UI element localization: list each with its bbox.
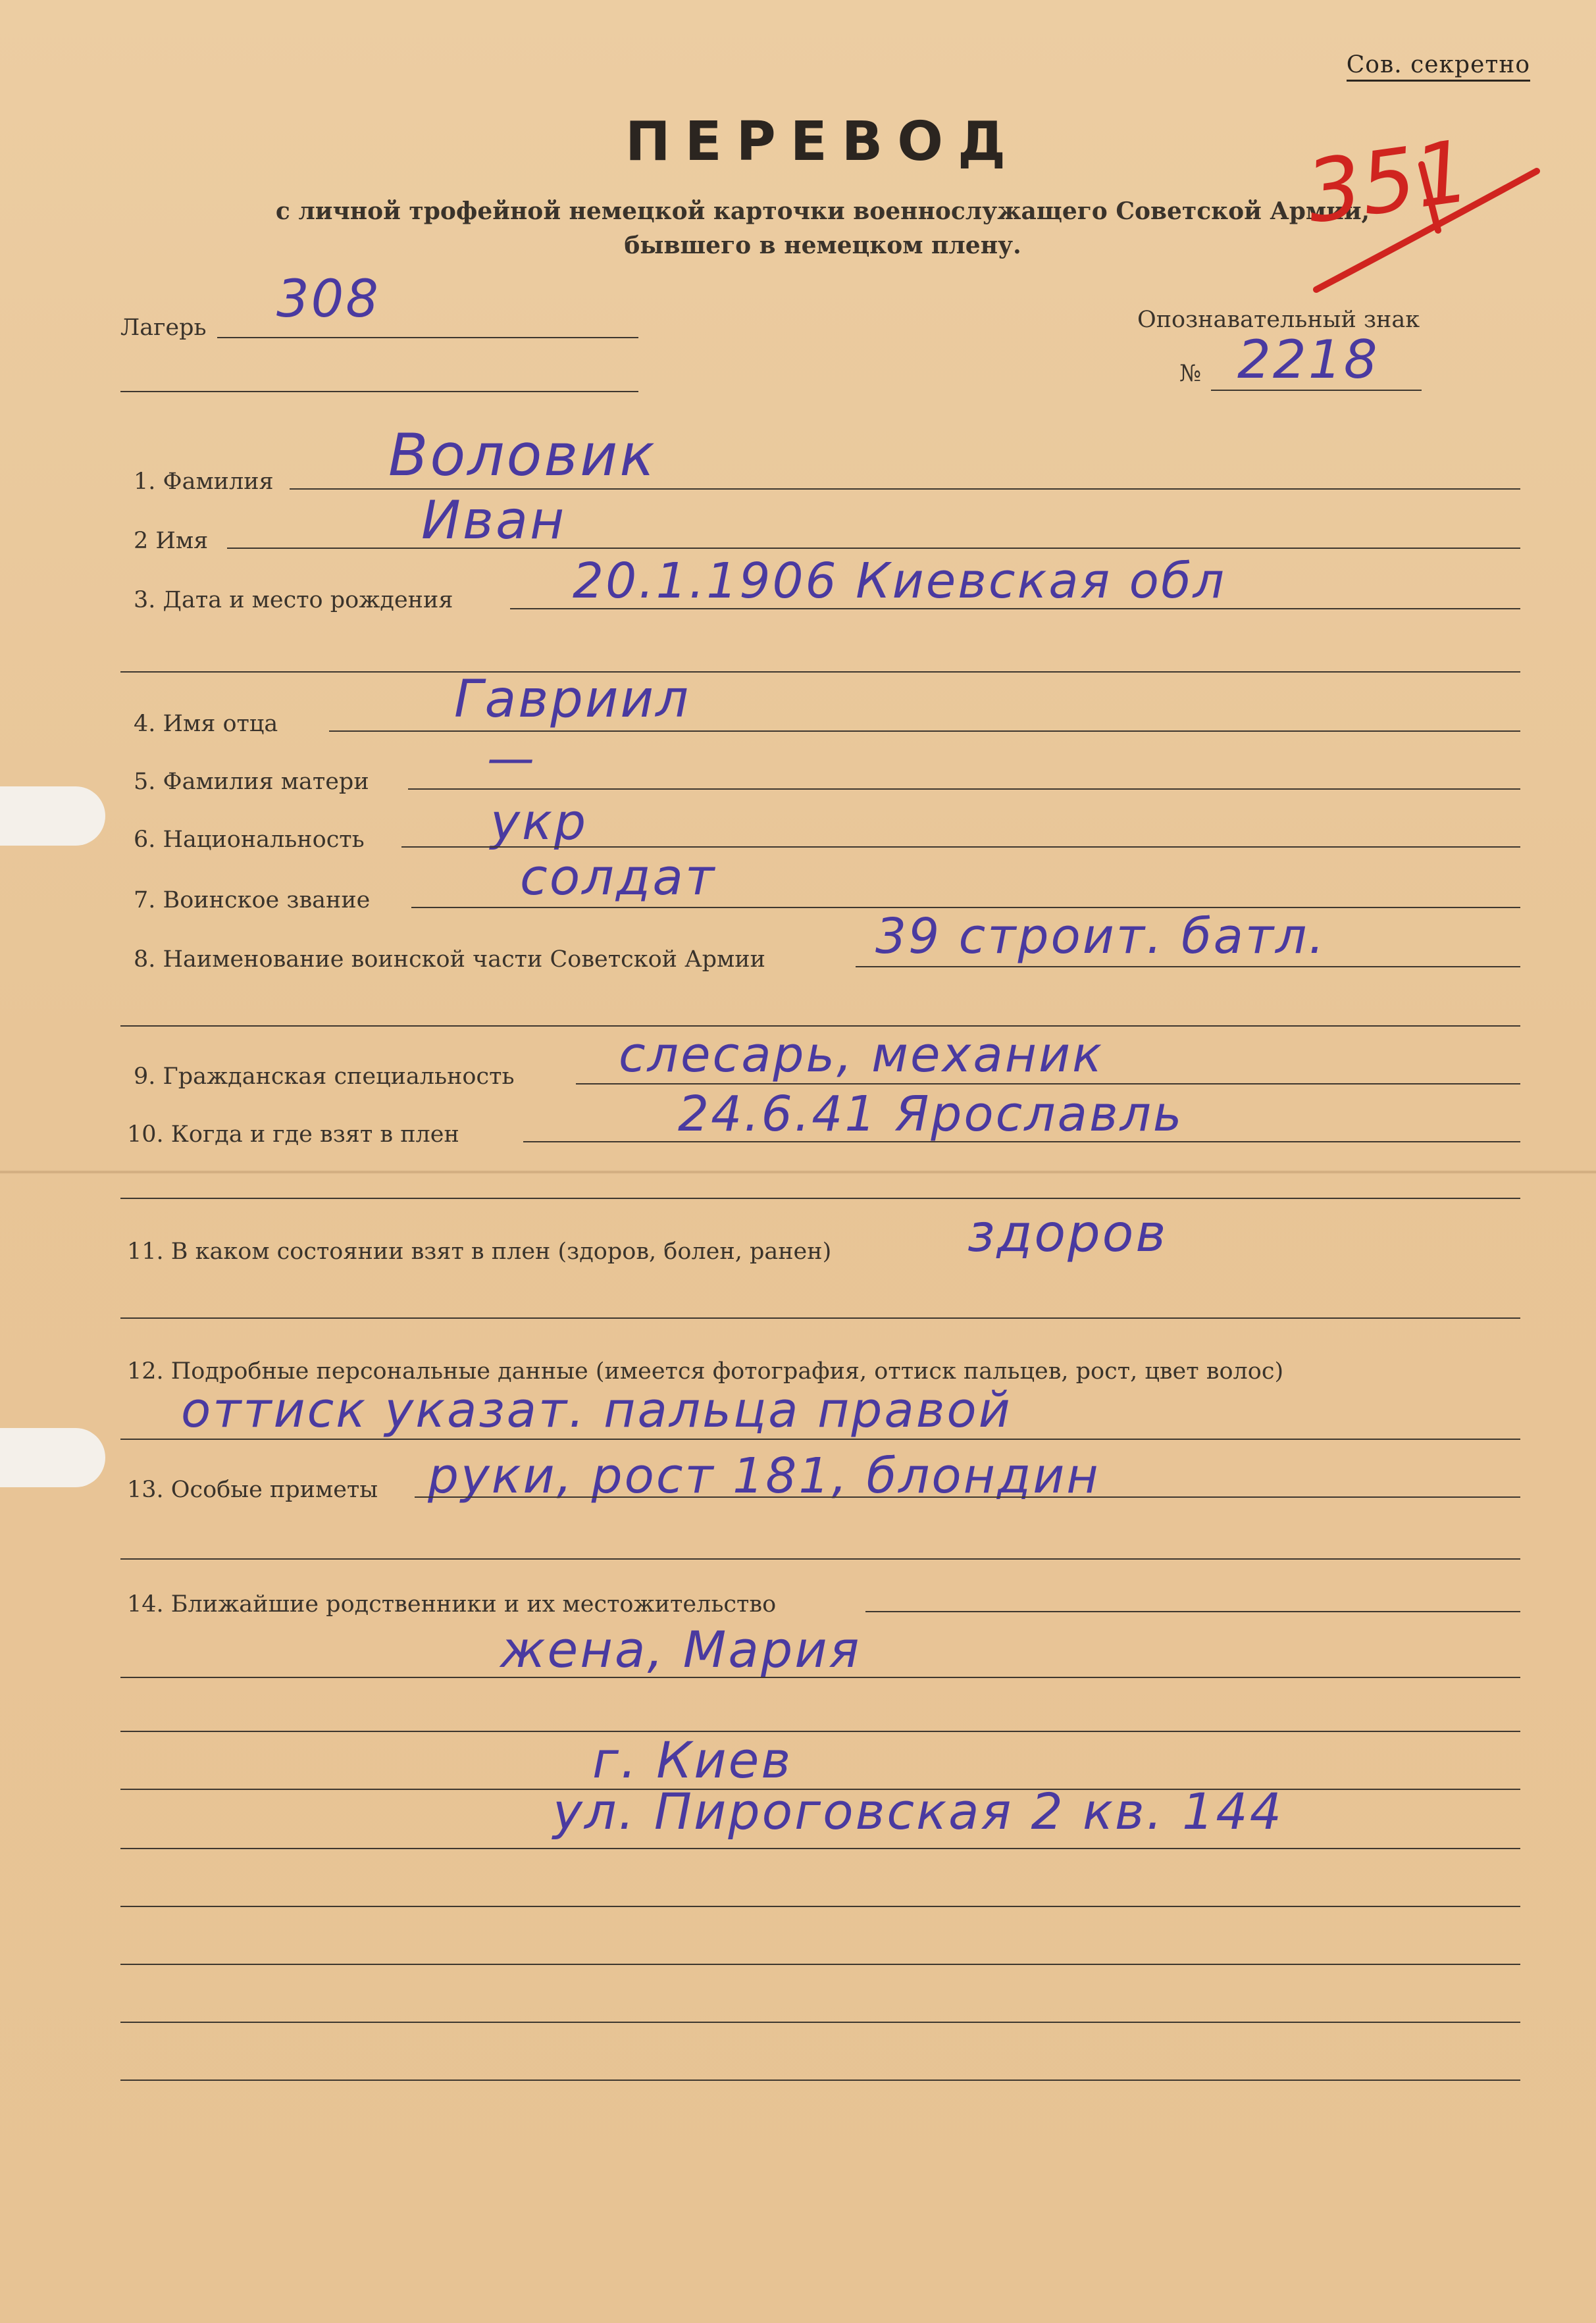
classification-stamp: Сов. секретно (1347, 51, 1530, 82)
blank-line-4 (120, 2080, 1520, 2081)
field-relatives-value-1: жена, Мария (500, 1620, 862, 1679)
field-name-value: Иван (421, 490, 567, 551)
field-marks-label: 13. Особые приметы (127, 1477, 378, 1503)
field-nationality-value: укр (490, 792, 588, 851)
field-marks-line (415, 1496, 1520, 1498)
field-marks-value: руки, рост 181, блондин (428, 1448, 1100, 1504)
field-relatives-line-3 (120, 1731, 1520, 1732)
field-mother-label: 5. Фамилия матери (134, 769, 369, 795)
blank-line-3 (120, 2022, 1520, 2023)
field-surname-value: Воловик (388, 421, 657, 489)
field-birth-value: 20.1.1906 Киевская обл (573, 553, 1226, 609)
camp-line (217, 337, 638, 338)
field-relatives-value-3: ул. Пироговская 2 кв. 144 (553, 1782, 1284, 1841)
field-marks-line-2 (120, 1558, 1520, 1560)
punch-hole-top (0, 786, 105, 846)
ident-value: 2218 (1237, 329, 1379, 390)
camp-line-2 (120, 391, 638, 392)
field-relatives-label: 14. Ближайшие родственники и их местожительство (127, 1591, 777, 1618)
field-captured-line (523, 1141, 1520, 1142)
field-captured-value: 24.6.41 Ярославль (678, 1086, 1184, 1142)
red-strike-mark (1310, 158, 1560, 303)
document-title: ПЕРЕВОД (625, 111, 1020, 173)
field-rank-label: 7. Воинское звание (134, 887, 371, 913)
subtitle-line-2: бывшего в немецком плену. (624, 232, 1021, 259)
field-birth-line (510, 608, 1520, 609)
field-surname-label: 1. Фамилия (134, 469, 274, 495)
field-profession-label: 9. Гражданская специальность (134, 1063, 515, 1090)
blank-line-1 (120, 1906, 1520, 1907)
field-captured-line-2 (120, 1198, 1520, 1199)
field-nationality-label: 6. Национальность (134, 827, 365, 853)
field-relatives-value-2: г. Киев (592, 1731, 793, 1789)
paper-fold (0, 1170, 1596, 1174)
field-mother-line (408, 788, 1520, 790)
field-rank-value: солдат (520, 848, 717, 906)
field-relatives-line (865, 1611, 1520, 1612)
field-father-label: 4. Имя отца (134, 711, 278, 737)
camp-value: 308 (276, 270, 380, 329)
ident-line (1211, 390, 1422, 391)
field-birth-line-2 (120, 671, 1520, 673)
field-profession-line (576, 1083, 1520, 1085)
field-unit-line (856, 966, 1520, 967)
field-personal-label: 12. Подробные персональные данные (имеется фотография, оттиск пальцев, рост, цвет волос) (127, 1358, 1284, 1385)
ident-no-label: № (1179, 361, 1202, 387)
field-relatives-line-2 (120, 1677, 1520, 1678)
field-profession-value: слесарь, механик (619, 1027, 1104, 1083)
field-captured-label: 10. Когда и где взят в плен (127, 1121, 459, 1148)
subtitle-line-1: с личной трофейной немецкой карточки военнослужащего Советской Армии, (275, 197, 1370, 225)
field-condition-label: 11. В каком состоянии взят в плен (здоров, болен, ранен) (127, 1238, 832, 1265)
blank-line-2 (120, 1964, 1520, 1965)
field-unit-value: 39 строит. батл. (875, 908, 1326, 965)
field-condition-line (120, 1317, 1520, 1319)
field-relatives-line-5 (120, 1848, 1520, 1849)
field-unit-label: 8. Наименование воинской части Советской Армии (134, 946, 765, 973)
ident-label: Опознавательный знак (1137, 307, 1420, 333)
field-name-line (227, 548, 1520, 549)
field-name-label: 2 Имя (134, 528, 209, 554)
red-number: 351 (1300, 120, 1476, 243)
camp-label: Лагерь (120, 315, 207, 341)
field-father-value: Гавриил (454, 670, 690, 729)
field-birth-label: 3. Дата и место рождения (134, 587, 453, 613)
field-condition-value: здоров (967, 1204, 1168, 1264)
field-personal-value: оттиск указат. пальца правой (181, 1382, 1012, 1439)
field-personal-line (120, 1439, 1520, 1440)
punch-hole-bottom (0, 1428, 105, 1487)
field-mother-value: — (487, 730, 536, 786)
